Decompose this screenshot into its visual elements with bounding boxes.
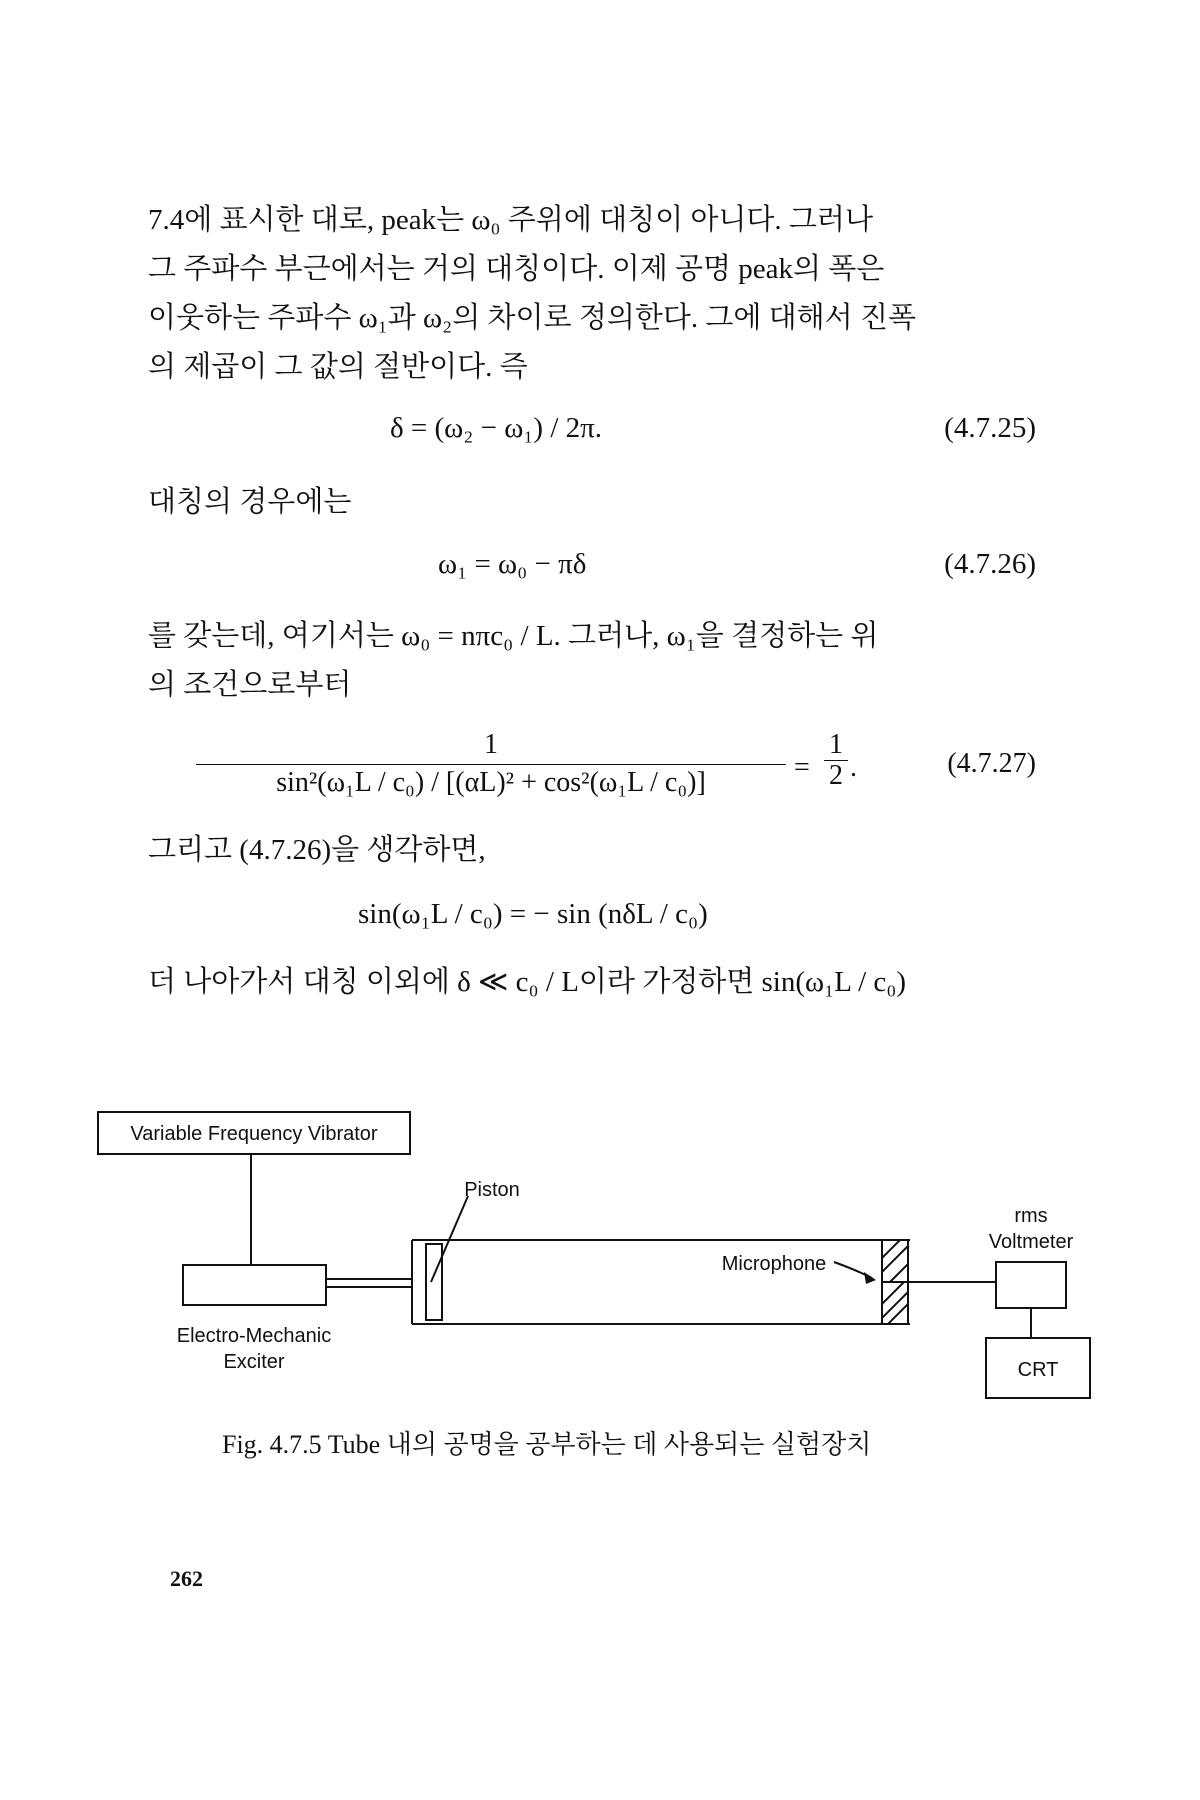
equation-number: (4.7.26) bbox=[944, 548, 1036, 580]
equation-expression: sin(ω₁L / c₀) = − sin (nδL / c₀) bbox=[358, 898, 708, 930]
piston bbox=[426, 1244, 442, 1320]
text-line: 대칭의 경우에는 bbox=[148, 486, 352, 518]
hatch bbox=[890, 1264, 908, 1282]
vibrator-label: Variable Frequency Vibrator bbox=[130, 1123, 378, 1145]
equation-period: . bbox=[850, 752, 857, 783]
text-line: 더 나아가서 대칭 이외에 δ ≪ c₀ / L이라 가정하면 sin(ω₁L / c₀) bbox=[148, 966, 907, 998]
equation-expression: ω₁ = ω₀ − πδ bbox=[438, 548, 587, 580]
fraction-numerator: 1 bbox=[824, 730, 848, 761]
text-line: 의 조건으로부터 bbox=[148, 669, 352, 701]
equation-expression: δ = (ω₂ − ω₁) / 2π. bbox=[390, 412, 603, 444]
text-line: 그 주파수 부근에서는 거의 대칭이다. 이제 공명 peak의 폭은 bbox=[148, 253, 885, 285]
page-number: 262 bbox=[170, 1566, 203, 1591]
text-line: 의 제곱이 그 값의 절반이다. 즉 bbox=[148, 351, 528, 383]
equation-number: (4.7.27) bbox=[947, 748, 1036, 779]
voltmeter-label-line2: Voltmeter bbox=[988, 1231, 1074, 1253]
figure-caption: Fig. 4.7.5 Tube 내의 공명을 공부하는 데 사용되는 실험장치 bbox=[222, 1430, 872, 1459]
equation-number: (4.7.25) bbox=[944, 412, 1036, 444]
crt-label: CRT bbox=[1017, 1359, 1059, 1381]
text-line: 를 갖는데, 여기서는 ω₀ = nπc₀ / L. 그러나, ω₁을 결정하는 위 bbox=[148, 620, 879, 652]
piston-label: Piston bbox=[464, 1179, 520, 1201]
text-line: 7.4에 표시한 대로, peak는 ω₀ 주위에 대칭이 아니다. 그러나 bbox=[148, 204, 873, 236]
exciter-box bbox=[183, 1265, 326, 1305]
text-line: 이웃하는 주파수 ω₁과 ω₂의 차이로 정의한다. 그에 대해서 진폭 bbox=[148, 302, 916, 334]
exciter-label-line2: Exciter bbox=[223, 1351, 285, 1373]
voltmeter-label-line1: rms bbox=[1014, 1205, 1048, 1227]
arrow-icon bbox=[864, 1272, 876, 1284]
exciter-label-line1: Electro-Mechanic bbox=[176, 1325, 332, 1347]
equals-sign: = bbox=[794, 752, 810, 783]
voltmeter-box bbox=[996, 1262, 1066, 1308]
fraction-numerator: 1 bbox=[196, 728, 786, 765]
hatch bbox=[888, 1304, 908, 1324]
text-line: 그리고 (4.7.26)을 생각하면, bbox=[148, 834, 486, 866]
microphone-label: Microphone bbox=[721, 1253, 827, 1275]
fraction-denominator: 2 bbox=[829, 760, 843, 791]
hatch bbox=[882, 1292, 908, 1318]
fraction-denominator: sin²(ω₁L / c₀) / [(αL)² + cos²(ω₁L / c₀)] bbox=[276, 767, 706, 798]
